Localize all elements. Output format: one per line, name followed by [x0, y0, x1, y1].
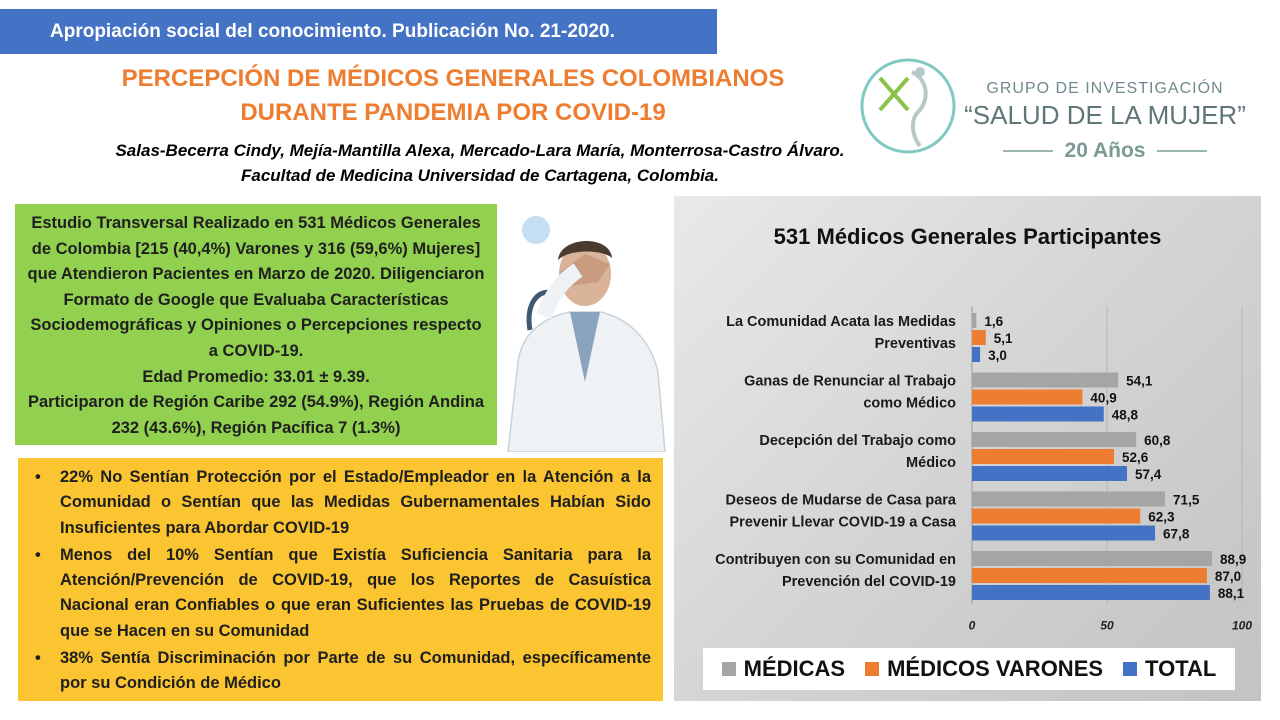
bar-varones	[972, 509, 1140, 524]
x-tick-label: 100	[1231, 618, 1253, 633]
data-label: 62,3	[1148, 509, 1175, 525]
data-label: 3,0	[988, 348, 1007, 363]
key-findings-box	[18, 458, 663, 701]
study-paragraph-1: Estudio Transversal Realizado en 531 Médicos Generales de Colombia [215 (40,4%) Varones y 316 (59,6%) Mujeres] que Atendieron Pacientes en Marzo de 2020. Diligenciaron Formato de Google que Evaluaba Características Sociodemográficas y Opiniones o Percepciones respecto a COVID-19.	[27, 214, 485, 360]
category-label: Deseos de Mudarse de Casa para Prevenir Llevar COVID-19 a Casa	[725, 492, 956, 531]
title-line-2: DURANTE PANDEMIA POR COVID-19	[240, 99, 666, 126]
data-label: 88,1	[1217, 586, 1245, 601]
x-tick-label: 50	[1100, 618, 1114, 633]
legend-swatch-medicas	[722, 662, 736, 676]
category-label: Ganas de Renunciar al Trabajo como Médico	[744, 373, 956, 412]
study-summary-box	[15, 204, 497, 445]
study-paragraph-3: Participaron de Región Caribe 292 (54.9%), Región Andina 232 (43.6%), Región Pacífica 7 (1.3%)	[28, 393, 484, 437]
logo-line-3: 20 Años	[1064, 139, 1146, 162]
data-label: 87,0	[1214, 569, 1242, 584]
poster-title	[38, 62, 868, 130]
tired-doctor-image	[500, 212, 668, 452]
chart-panel	[674, 196, 1261, 701]
findings-list	[30, 465, 651, 697]
study-paragraph-2: Edad Promedio: 33.01 ± 9.39.	[142, 367, 370, 386]
bar-medicas	[972, 373, 1118, 388]
bar-medicas	[972, 313, 976, 328]
bar-varones	[972, 330, 986, 345]
title-line-1: PERCEPCIÓN DE MÉDICOS GENERALES COLOMBIANOS	[121, 65, 785, 92]
category-label: Decepción del Trabajo como Médico	[759, 433, 956, 471]
bar-chart	[674, 196, 1261, 646]
legend-label-varones: MÉDICOS VARONES	[887, 656, 1104, 681]
data-label: 71,5	[1173, 492, 1200, 508]
bar-varones	[972, 568, 1207, 583]
affiliation-line: Facultad de Medicina Universidad de Cartagena, Colombia.	[240, 166, 719, 185]
bar-total	[972, 526, 1155, 541]
finding-item: • 22% No Sentían Protección por el Estado/Empleador en la Atención a la Comunidad o Sentían que las Medidas Gubernamentales Habían Sido Insuficientes para Abordar COVID-19	[60, 465, 651, 541]
legend-item-varones	[865, 656, 1103, 682]
finding-item: • Menos del 10% Sentían que Existía Suficiencia Sanitaria para la Atención/Prevención de COVID-19, que los Reportes de Casuística Nacional eran Confiables o que eran Suficientes las Pruebas de COVID-19 que se Hacen en su Comunidad	[60, 543, 651, 644]
bar-varones	[972, 390, 1082, 405]
bar-total	[972, 407, 1104, 422]
authors-block	[40, 138, 920, 188]
data-label: 88,9	[1220, 552, 1247, 567]
data-label: 60,8	[1144, 433, 1171, 448]
logo-line-1: GRUPO DE INVESTIGACIÓN	[986, 80, 1224, 97]
bar-total	[972, 585, 1210, 600]
category-label: La Comunidad Acata las Medidas Preventivas	[726, 314, 956, 352]
data-label: 48,8	[1111, 407, 1139, 423]
bar-medicas	[972, 492, 1165, 507]
data-label: 52,6	[1122, 450, 1149, 465]
legend-item-medicas	[722, 656, 845, 682]
bar-varones	[972, 449, 1114, 464]
bar-total	[972, 466, 1127, 481]
category-label: Contribuyen con su Comunidad en Prevención del COVID-19	[715, 552, 956, 590]
publication-banner: Apropiación social del conocimiento. Publicación No. 21-2020.	[0, 9, 717, 54]
legend-swatch-total	[1123, 662, 1137, 676]
data-label: 5,1	[993, 331, 1013, 346]
data-label: 57,4	[1134, 467, 1162, 482]
bar-medicas	[972, 551, 1212, 566]
bar-medicas	[972, 432, 1136, 447]
legend-item-total	[1123, 656, 1216, 682]
logo-emblem-icon	[850, 50, 960, 160]
research-group-logo	[850, 48, 1250, 168]
data-label: 40,9	[1090, 390, 1117, 406]
legend-label-total: TOTAL	[1145, 656, 1217, 681]
bar-total	[972, 347, 980, 362]
logo-line-2: “SALUD DE LA MUJER”	[964, 100, 1246, 130]
legend-label-medicas: MÉDICAS	[743, 656, 846, 681]
authors-line: Salas-Becerra Cindy, Mejía-Mantilla Alexa, Mercado-Lara María, Monterrosa-Castro Álvaro.	[115, 141, 845, 160]
data-label: 1,6	[984, 314, 1004, 329]
chart-legend	[703, 648, 1235, 690]
legend-swatch-varones	[865, 662, 879, 676]
chart-title: 531 Médicos Generales Participantes	[773, 224, 1162, 249]
data-label: 67,8	[1163, 526, 1190, 542]
finding-item: • 38% Sentía Discriminación por Parte de su Comunidad, específicamente por su Condición de Médico	[60, 646, 651, 697]
data-label: 54,1	[1126, 373, 1153, 389]
x-tick-label: 0	[968, 618, 976, 633]
